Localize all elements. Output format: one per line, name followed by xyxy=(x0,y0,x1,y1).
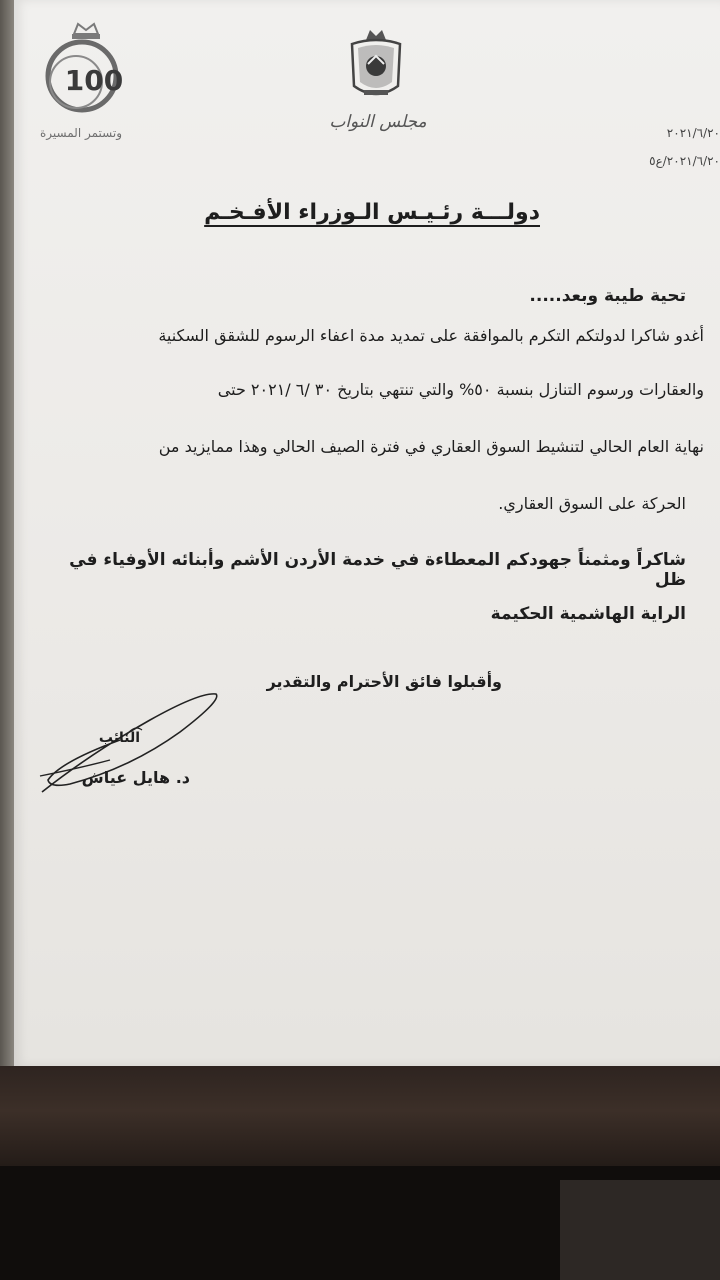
date-line-1: ٢٠٢١/٦/٢٠ xyxy=(666,126,720,140)
house-of-representatives-label: مجلس النواب xyxy=(329,112,427,132)
centenary-tagline: وتستمر المسيرة xyxy=(40,126,122,140)
centenary-number: 100 xyxy=(64,64,124,97)
thanks-line: الراية الهاشمية الحكيمة xyxy=(490,604,686,624)
thanks-line: شاكراً ومثمناً جهودكم المعطاءة في خدمة الأردن الأشم وأبنائه الأوفياء في ظل xyxy=(69,550,686,590)
greeting: تحية طيبة وبعد..... xyxy=(529,286,686,306)
body-line: نهاية العام الحالي لتنشيط السوق العقاري في فترة الصيف الحالي وهذا ممايزيد من xyxy=(158,437,704,456)
reference-date-line: ٢٠٢١/٦/٢٠/ع٥ xyxy=(649,154,720,168)
signatory-name: د. هايل عياش xyxy=(81,768,190,787)
paper-shadow-edge xyxy=(0,0,14,1066)
royal-crest-icon xyxy=(344,28,408,104)
body-line: والعقارات ورسوم التنازل بنسبة ٥٠% والتي تنتهي بتاريخ ٣٠ /٦ /٢٠٢١ حتى xyxy=(217,380,704,399)
body-line: أغدو شاكرا لدولتكم التكرم بالموافقة على تمديد مدة اعفاء الرسوم للشقق السكنية xyxy=(158,326,704,345)
floor-tile xyxy=(560,1180,720,1280)
addressee-heading: دولـــة رئـيـس الـوزراء الأفـخـم xyxy=(204,200,540,225)
body-line: الحركة على السوق العقاري. xyxy=(498,494,686,513)
closing-line: وأقبلوا فائق الأحترام والتقدير xyxy=(266,672,502,691)
centenary-logo xyxy=(36,20,136,120)
deputy-title: النائب xyxy=(98,730,140,746)
table-edge xyxy=(0,1066,720,1166)
